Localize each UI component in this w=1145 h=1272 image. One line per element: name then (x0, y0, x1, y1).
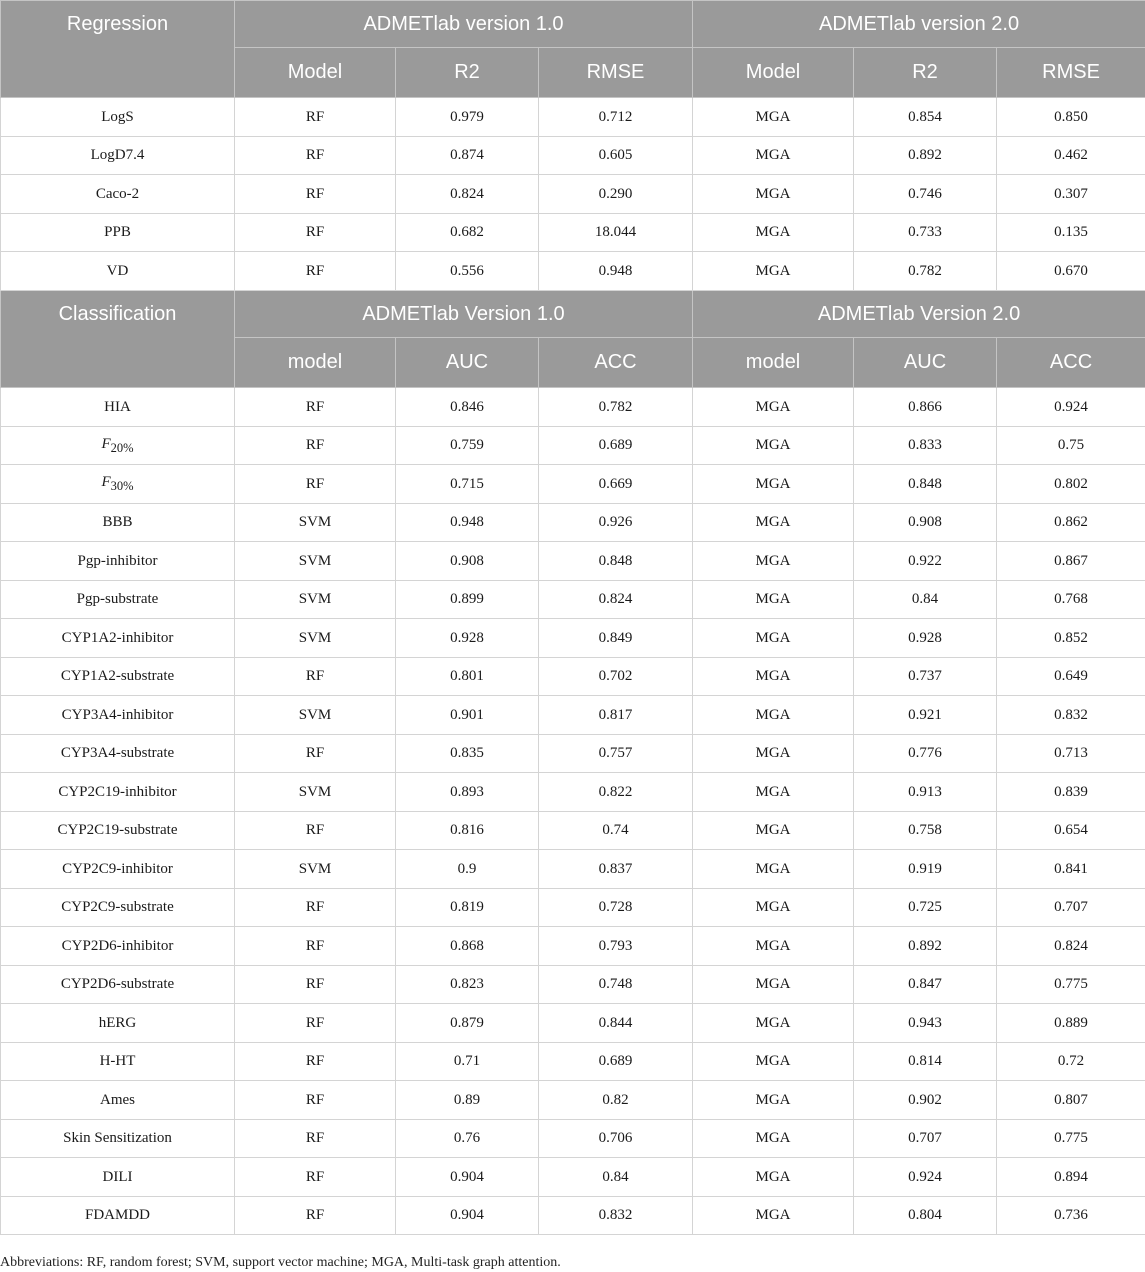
v2-model-cell: MGA (693, 773, 854, 812)
v2-metric-1-cell: 0.814 (854, 1043, 997, 1081)
table-row (1, 889, 1145, 927)
v2-model-cell: MGA (693, 889, 854, 927)
v1-metric-2-cell: 0.757 (539, 735, 693, 773)
v1-metric-1-cell: 0.715 (396, 465, 539, 504)
table-row (1, 927, 1145, 966)
classification-version-2-heading: ADMETlab Version 2.0 (693, 291, 1145, 338)
v2-metric-1-cell: 0.847 (854, 966, 997, 1004)
v2-model-cell: MGA (693, 252, 854, 291)
table-row (1, 581, 1145, 619)
table-row (1, 175, 1145, 214)
v2-metric-2-cell: 0.862 (997, 504, 1145, 542)
v2-metric-2-cell: 0.75 (997, 427, 1145, 465)
v2-model-cell: MGA (693, 1120, 854, 1158)
v1-metric-1-cell: 0.819 (396, 889, 539, 927)
table-row (1, 542, 1145, 581)
v1-metric-2-cell: 0.948 (539, 252, 693, 291)
classification-col-model-v2: model (693, 338, 854, 388)
v1-metric-2-cell: 0.74 (539, 812, 693, 850)
v2-metric-1-cell: 0.924 (854, 1158, 997, 1197)
property-name: VD (1, 252, 235, 291)
v2-metric-1-cell: 0.848 (854, 465, 997, 504)
table-row (1, 812, 1145, 850)
table-row (1, 388, 1145, 427)
regression-version-2-heading: ADMETlab version 2.0 (693, 1, 1145, 48)
table-row (1, 773, 1145, 812)
v2-metric-1-cell: 0.733 (854, 214, 997, 252)
v1-model-cell: RF (235, 735, 396, 773)
v2-model-cell: MGA (693, 98, 854, 137)
v1-metric-2-cell: 0.689 (539, 1043, 693, 1081)
v1-metric-2-cell: 0.817 (539, 696, 693, 735)
v2-metric-2-cell: 0.841 (997, 850, 1145, 889)
v2-model-cell: MGA (693, 388, 854, 427)
v2-metric-2-cell: 0.839 (997, 773, 1145, 812)
v2-metric-1-cell: 0.782 (854, 252, 997, 291)
property-name: CYP3A4-substrate (1, 735, 235, 773)
v2-model-cell: MGA (693, 175, 854, 214)
v1-model-cell: RF (235, 252, 396, 291)
v1-model-cell: RF (235, 889, 396, 927)
v2-metric-1-cell: 0.908 (854, 504, 997, 542)
v2-model-cell: MGA (693, 927, 854, 966)
v1-model-cell: RF (235, 1158, 396, 1197)
table-row (1, 658, 1145, 696)
v1-metric-2-cell: 0.82 (539, 1081, 693, 1120)
table-row (1, 1120, 1145, 1158)
property-name: CYP2C9-substrate (1, 889, 235, 927)
v1-metric-2-cell: 0.669 (539, 465, 693, 504)
property-name: BBB (1, 504, 235, 542)
v2-metric-2-cell: 0.736 (997, 1197, 1145, 1235)
v2-metric-2-cell: 0.775 (997, 966, 1145, 1004)
v1-metric-1-cell: 0.823 (396, 966, 539, 1004)
property-name: CYP2C19-inhibitor (1, 773, 235, 812)
table-row (1, 98, 1145, 137)
v2-metric-2-cell: 0.135 (997, 214, 1145, 252)
v1-metric-2-cell: 0.793 (539, 927, 693, 966)
regression-col-r2-v1: R2 (396, 48, 539, 98)
v2-model-cell: MGA (693, 427, 854, 465)
v2-metric-1-cell: 0.943 (854, 1004, 997, 1043)
v2-metric-1-cell: 0.804 (854, 1197, 997, 1235)
v2-metric-2-cell: 0.649 (997, 658, 1145, 696)
classification-col-model-v1: model (235, 338, 396, 388)
v1-model-cell: RF (235, 98, 396, 137)
property-name: DILI (1, 1158, 235, 1197)
v2-model-cell: MGA (693, 1158, 854, 1197)
v1-model-cell: RF (235, 175, 396, 214)
v1-metric-2-cell: 0.837 (539, 850, 693, 889)
v2-metric-1-cell: 0.892 (854, 137, 997, 175)
v1-metric-2-cell: 0.712 (539, 98, 693, 137)
v1-model-cell: RF (235, 214, 396, 252)
property-name (1, 465, 235, 504)
v2-model-cell: MGA (693, 581, 854, 619)
v1-metric-2-cell: 0.706 (539, 1120, 693, 1158)
v1-metric-1-cell: 0.904 (396, 1158, 539, 1197)
v2-model-cell: MGA (693, 966, 854, 1004)
v2-model-cell: MGA (693, 542, 854, 581)
v2-metric-1-cell: 0.833 (854, 427, 997, 465)
v2-metric-2-cell: 0.775 (997, 1120, 1145, 1158)
table-row (1, 504, 1145, 542)
v2-model-cell: MGA (693, 619, 854, 658)
v1-model-cell: RF (235, 1120, 396, 1158)
v1-metric-2-cell: 0.782 (539, 388, 693, 427)
v1-model-cell: RF (235, 658, 396, 696)
v2-metric-2-cell: 0.713 (997, 735, 1145, 773)
v2-metric-1-cell: 0.919 (854, 850, 997, 889)
regression-rows (1, 98, 1145, 291)
table-row (1, 252, 1145, 291)
v2-metric-2-cell: 0.832 (997, 696, 1145, 735)
property-name: HIA (1, 388, 235, 427)
table-row (1, 696, 1145, 735)
v2-model-cell: MGA (693, 1081, 854, 1120)
v1-model-cell: SVM (235, 542, 396, 581)
property-name: FDAMDD (1, 1197, 235, 1235)
v1-model-cell: RF (235, 1004, 396, 1043)
v1-model-cell: RF (235, 927, 396, 966)
v2-metric-1-cell: 0.892 (854, 927, 997, 966)
v1-metric-2-cell: 0.926 (539, 504, 693, 542)
table-row (1, 137, 1145, 175)
property-name: LogS (1, 98, 235, 137)
v1-model-cell: SVM (235, 619, 396, 658)
v2-metric-1-cell: 0.922 (854, 542, 997, 581)
v1-model-cell: RF (235, 465, 396, 504)
v2-metric-1-cell: 0.902 (854, 1081, 997, 1120)
v2-model-cell: MGA (693, 504, 854, 542)
v1-metric-2-cell: 0.849 (539, 619, 693, 658)
v1-metric-2-cell: 0.689 (539, 427, 693, 465)
table-row (1, 465, 1145, 504)
property-name: Pgp-substrate (1, 581, 235, 619)
v1-metric-1-cell: 0.9 (396, 850, 539, 889)
v1-metric-1-cell: 0.556 (396, 252, 539, 291)
property-name: CYP3A4-inhibitor (1, 696, 235, 735)
v1-metric-1-cell: 0.682 (396, 214, 539, 252)
property-name: Caco-2 (1, 175, 235, 214)
v2-metric-2-cell: 0.670 (997, 252, 1145, 291)
v2-metric-2-cell: 0.867 (997, 542, 1145, 581)
v1-model-cell: SVM (235, 504, 396, 542)
table-row (1, 966, 1145, 1004)
table-row (1, 1081, 1145, 1120)
property-name: CYP1A2-substrate (1, 658, 235, 696)
classification-col-acc-v1: ACC (539, 338, 693, 388)
v2-metric-1-cell: 0.854 (854, 98, 997, 137)
v1-metric-1-cell: 0.899 (396, 581, 539, 619)
regression-col-rmse-v2: RMSE (997, 48, 1145, 98)
table-row (1, 214, 1145, 252)
v2-metric-2-cell: 0.889 (997, 1004, 1145, 1043)
v1-metric-1-cell: 0.893 (396, 773, 539, 812)
regression-col-r2-v2: R2 (854, 48, 997, 98)
v1-metric-1-cell: 0.979 (396, 98, 539, 137)
v1-metric-2-cell: 0.824 (539, 581, 693, 619)
v1-metric-1-cell: 0.76 (396, 1120, 539, 1158)
v2-model-cell: MGA (693, 696, 854, 735)
v2-model-cell: MGA (693, 735, 854, 773)
property-name: CYP2D6-inhibitor (1, 927, 235, 966)
v2-metric-2-cell: 0.894 (997, 1158, 1145, 1197)
v1-metric-1-cell: 0.846 (396, 388, 539, 427)
v2-model-cell: MGA (693, 850, 854, 889)
property-name (1, 427, 235, 465)
classification-rows (1, 388, 1145, 1235)
property-name: LogD7.4 (1, 137, 235, 175)
classification-col-auc-v1: AUC (396, 338, 539, 388)
v2-metric-1-cell: 0.776 (854, 735, 997, 773)
property-name: Ames (1, 1081, 235, 1120)
v1-metric-1-cell: 0.879 (396, 1004, 539, 1043)
property-symbol: F (101, 435, 111, 452)
v1-metric-2-cell: 18.044 (539, 214, 693, 252)
v2-metric-2-cell: 0.307 (997, 175, 1145, 214)
property-name: CYP1A2-inhibitor (1, 619, 235, 658)
classification-section-label: Classification (1, 291, 235, 388)
v1-metric-1-cell: 0.948 (396, 504, 539, 542)
classification-header (1, 291, 1145, 388)
v1-model-cell: SVM (235, 850, 396, 889)
v2-metric-1-cell: 0.737 (854, 658, 997, 696)
v1-metric-2-cell: 0.702 (539, 658, 693, 696)
v2-metric-2-cell: 0.802 (997, 465, 1145, 504)
v2-metric-2-cell: 0.462 (997, 137, 1145, 175)
v1-metric-1-cell: 0.908 (396, 542, 539, 581)
v2-model-cell: MGA (693, 658, 854, 696)
v1-metric-2-cell: 0.290 (539, 175, 693, 214)
v1-metric-1-cell: 0.824 (396, 175, 539, 214)
v1-model-cell: RF (235, 427, 396, 465)
v2-metric-1-cell: 0.758 (854, 812, 997, 850)
property-name: CYP2C9-inhibitor (1, 850, 235, 889)
v1-model-cell: RF (235, 137, 396, 175)
table-row (1, 1158, 1145, 1197)
v1-metric-2-cell: 0.848 (539, 542, 693, 581)
property-subscript: 20% (110, 440, 134, 455)
classification-version-1-heading: ADMETlab Version 1.0 (235, 291, 693, 338)
v2-model-cell: MGA (693, 812, 854, 850)
property-name: PPB (1, 214, 235, 252)
classification-col-acc-v2: ACC (997, 338, 1145, 388)
property-name: Pgp-inhibitor (1, 542, 235, 581)
v1-model-cell: SVM (235, 773, 396, 812)
v1-metric-2-cell: 0.844 (539, 1004, 693, 1043)
property-name: CYP2D6-substrate (1, 966, 235, 1004)
v1-metric-1-cell: 0.901 (396, 696, 539, 735)
v2-model-cell: MGA (693, 1043, 854, 1081)
property-symbol: F (101, 474, 111, 490)
v2-metric-1-cell: 0.707 (854, 1120, 997, 1158)
v2-metric-2-cell: 0.824 (997, 927, 1145, 966)
regression-col-model-v2: Model (693, 48, 854, 98)
v1-model-cell: RF (235, 1197, 396, 1235)
v2-metric-1-cell: 0.725 (854, 889, 997, 927)
v2-metric-2-cell: 0.654 (997, 812, 1145, 850)
table-row (1, 735, 1145, 773)
table-row (1, 619, 1145, 658)
v2-metric-2-cell: 0.850 (997, 98, 1145, 137)
v1-model-cell: SVM (235, 581, 396, 619)
v1-model-cell: RF (235, 388, 396, 427)
v1-model-cell: RF (235, 966, 396, 1004)
table-row (1, 1197, 1145, 1235)
v1-metric-1-cell: 0.868 (396, 927, 539, 966)
v1-metric-2-cell: 0.84 (539, 1158, 693, 1197)
regression-col-model-v1: Model (235, 48, 396, 98)
regression-version-1-heading: ADMETlab version 1.0 (235, 1, 693, 48)
v1-metric-2-cell: 0.605 (539, 137, 693, 175)
property-name: H-HT (1, 1043, 235, 1081)
v1-metric-2-cell: 0.748 (539, 966, 693, 1004)
abbreviations-footnote: Abbreviations: RF, random forest; SVM, support vector machine; MGA, Multi-task graph attention. (0, 1255, 561, 1270)
property-name: CYP2C19-substrate (1, 812, 235, 850)
v1-metric-1-cell: 0.928 (396, 619, 539, 658)
v1-model-cell: RF (235, 1043, 396, 1081)
v1-metric-2-cell: 0.728 (539, 889, 693, 927)
v1-metric-1-cell: 0.801 (396, 658, 539, 696)
v2-metric-1-cell: 0.913 (854, 773, 997, 812)
v2-metric-2-cell: 0.924 (997, 388, 1145, 427)
v1-metric-1-cell: 0.874 (396, 137, 539, 175)
v1-model-cell: RF (235, 812, 396, 850)
v1-metric-2-cell: 0.822 (539, 773, 693, 812)
v2-model-cell: MGA (693, 465, 854, 504)
v2-model-cell: MGA (693, 1004, 854, 1043)
regression-header (1, 1, 1145, 98)
table-row (1, 850, 1145, 889)
v1-metric-1-cell: 0.89 (396, 1081, 539, 1120)
v2-metric-1-cell: 0.928 (854, 619, 997, 658)
v1-metric-1-cell: 0.816 (396, 812, 539, 850)
v1-metric-1-cell: 0.835 (396, 735, 539, 773)
property-subscript: 30% (110, 479, 134, 493)
v1-metric-1-cell: 0.904 (396, 1197, 539, 1235)
v2-metric-2-cell: 0.707 (997, 889, 1145, 927)
v1-metric-2-cell: 0.832 (539, 1197, 693, 1235)
classification-col-auc-v2: AUC (854, 338, 997, 388)
table-row (1, 1043, 1145, 1081)
v2-metric-2-cell: 0.768 (997, 581, 1145, 619)
table-row (1, 427, 1145, 465)
v2-metric-1-cell: 0.84 (854, 581, 997, 619)
v1-metric-1-cell: 0.71 (396, 1043, 539, 1081)
v2-metric-2-cell: 0.807 (997, 1081, 1145, 1120)
v1-model-cell: SVM (235, 696, 396, 735)
v2-metric-2-cell: 0.72 (997, 1043, 1145, 1081)
v2-model-cell: MGA (693, 214, 854, 252)
property-name: Skin Sensitization (1, 1120, 235, 1158)
table-row (1, 1004, 1145, 1043)
v2-metric-1-cell: 0.866 (854, 388, 997, 427)
v1-model-cell: RF (235, 1081, 396, 1120)
v2-model-cell: MGA (693, 1197, 854, 1235)
v2-model-cell: MGA (693, 137, 854, 175)
property-name: hERG (1, 1004, 235, 1043)
v1-metric-1-cell: 0.759 (396, 427, 539, 465)
v2-metric-1-cell: 0.921 (854, 696, 997, 735)
regression-section-label: Regression (1, 1, 235, 98)
v2-metric-2-cell: 0.852 (997, 619, 1145, 658)
regression-col-rmse-v1: RMSE (539, 48, 693, 98)
v2-metric-1-cell: 0.746 (854, 175, 997, 214)
